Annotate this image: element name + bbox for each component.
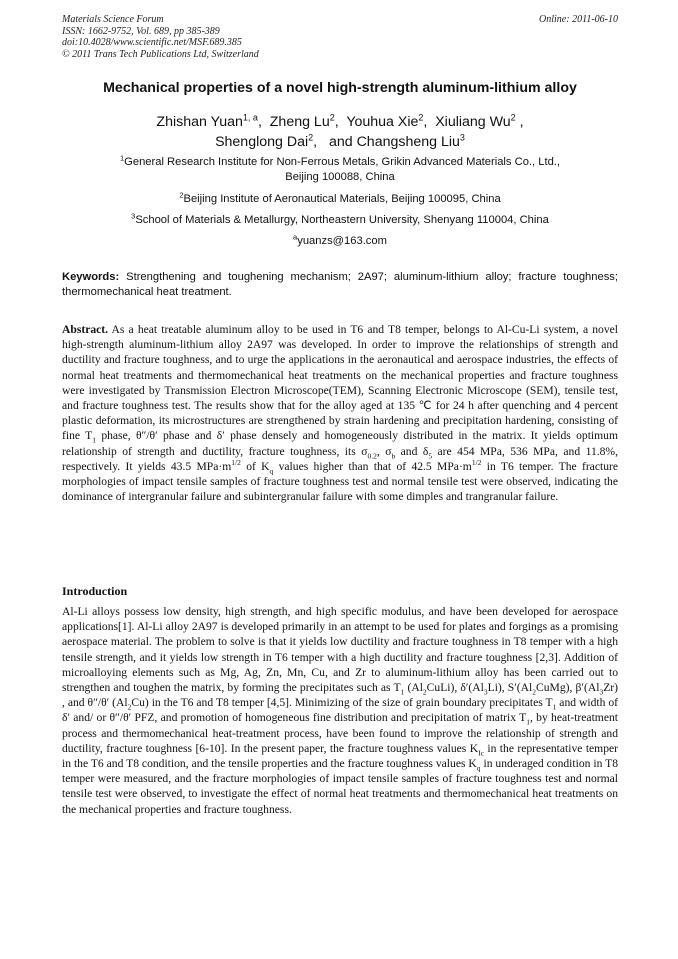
abstract-text: of K xyxy=(240,459,270,473)
author-name: Zhishan Yuan xyxy=(156,114,243,130)
subscript: 1 xyxy=(400,687,405,697)
author-list: Zhishan Yuan$^{1, a}$, Zheng Lu$^2$, Youhua Xie$^2$, Xiuliang Wu$^2$ , Shenglong Dai$^2$, and Changsheng Liu$^3$ xyxy=(156,112,524,150)
abstract-label: Abstract. xyxy=(62,323,109,336)
body-text: in the representative temper in the T6 and T8 condition, and the tensile properties and the fracture toughness values K xyxy=(62,741,619,771)
issn-line: ISSN: 1662-9752, Vol. 689, pp 385-389 xyxy=(62,25,220,37)
body-text: Li), S′(Al xyxy=(487,681,533,695)
author-name: Changsheng Liu xyxy=(356,134,460,150)
subscript: q xyxy=(476,763,481,773)
body-text: in underaged condition in T8 temper were measured, and the fracture morphologies of impact tensile samples of fracture toughness test and normal tensile test were observed, to investigate the effect of normal heat treatments and thermomechanical heat treatments on the mechanical properties and fracture toughness. xyxy=(62,757,618,816)
abstract-text: values higher than that of 42.5 MPa·m xyxy=(273,459,472,473)
subscript: 2 xyxy=(127,702,132,712)
online-date: Online: 2011-06-10 xyxy=(539,14,618,25)
author-superscript: 1, a xyxy=(242,112,258,123)
author-superscript: 3 xyxy=(459,132,465,143)
affiliation-superscript: 3 xyxy=(131,211,136,221)
abstract-text: are 454 MPa, 536 MPa, and 11.8%, respectively. It yields 43.5 MPa·m xyxy=(62,444,618,473)
superscript: 1/2 xyxy=(231,457,241,467)
subscript: 1 xyxy=(552,702,557,712)
corresponding-email xyxy=(62,234,618,249)
body-text: Al-Li alloys possess low density, high strength, and high specific modulus, and have been developed for aerospace applications[1]. Al-Li alloy 2A97 is developed primarily in an attempt to be used for plates and forgings as a promising aerospace material. The problem to solve is that it yields low ductility and fracture toughness in T8 temper with a high tensile strength, and it yields low strength in T6 temper with a high ductility and fracture toughness [2,3]. Addition of microalloying elements such as Mg, Ag, Zn, Mn, Cu, and Zr to aluminum-lithium alloy has been carried out to strengthen and toughen the matrix, by forming the precipitates such as T xyxy=(62,605,618,695)
introduction-block xyxy=(62,604,618,817)
journal-name: Materials Science Forum xyxy=(62,14,164,25)
body-text: Zr) , and θ″/θ′ (Al xyxy=(62,681,618,710)
email-text: yuanzs@163.com xyxy=(297,235,387,247)
journal-header xyxy=(62,14,618,60)
body-text: Cu) in the T6 and T8 temper [4,5]. Minimizing of the size of grain boundary precipitates T xyxy=(131,696,553,710)
abstract-text: in T6 temper. The fracture morphologies of impact tensile samples of fracture toughness test and normal tensile test were observed, indicating the dominance of intergranular failure and subintergranular failure with some dimples and trangranular failure. xyxy=(62,459,618,504)
subscript: 3 xyxy=(599,687,604,697)
affiliation-text: General Research Institute for Non-Ferrous Metals, Grikin Advanced Materials Co., Ltd., xyxy=(124,156,561,168)
author-superscript: 2 xyxy=(418,112,424,123)
body-text: CuLi), δ′(Al xyxy=(426,681,484,695)
author-name: Shenglong Dai xyxy=(215,134,309,150)
affiliation-2 xyxy=(62,192,618,207)
body-text: and width of δ′ and/ or θ″/θ′ PFZ, and promotion of homogeneous fine distribution and precipitation of matrix T xyxy=(62,696,618,725)
affiliation-1 xyxy=(62,155,618,185)
subscript: 2 xyxy=(422,687,427,697)
author-name: Zheng Lu xyxy=(269,114,330,130)
paper-title: Mechanical properties of a novel high-strength aluminum-lithium alloy xyxy=(103,80,577,96)
superscript: 1/2 xyxy=(471,457,482,467)
subscript: b xyxy=(391,450,396,460)
author-name: Xiuliang Wu xyxy=(435,114,511,130)
body-text: (Al xyxy=(404,681,423,695)
section-heading: Introduction xyxy=(62,584,128,598)
body-text: CuMg), β′(Al xyxy=(536,681,600,695)
subscript: 2 xyxy=(532,687,536,697)
abstract-text: As a heat treatable aluminum alloy to be used in T6 and T8 temper, belongs to Al-Cu-Li system, a novel high-strength aluminum-lithium alloy 2A97 was developed. In order to improve the relationships of strength and ductility and fracture toughness, and to urge the applications in the aeronautical and aerospace industries, the effects of normal heat treatments and thermomechanical heat treatments on the mechanical properties and fracture toughness were investigated by Transmission Electron Microscope(TEM), Scanning Electronic Microscope (SEM), tensile test, and fracture toughness test. The results show that for the alloy aged at 135 ℃ for 24 h after quenching and 4 percent plastic deformation, its microstructures are strengthened by strain hardening and precipitation hardening, consisting of fine T xyxy=(62,323,618,443)
subscript: 1 xyxy=(526,717,530,727)
affiliation-3 xyxy=(62,213,618,228)
affiliation-text: Beijing Institute of Aeronautical Materials, Beijing 100095, China xyxy=(183,193,501,205)
email-superscript: a xyxy=(293,232,298,242)
author-superscript: 2 xyxy=(329,112,335,123)
abstract-text: and δ xyxy=(395,444,429,458)
abstract-text: phase, θ″/θ′ phase and δ′ phase densely and homogeneously distributed in the matrix. It yields optimum relationship of strength and ductility, fracture toughness, its σ xyxy=(62,429,618,458)
affiliation-superscript: 1 xyxy=(119,153,125,163)
author-superscript: 2 xyxy=(510,112,516,123)
subscript: 5 xyxy=(428,450,433,460)
abstract-block xyxy=(62,322,618,504)
author-conjunction: and xyxy=(328,134,353,150)
affiliation-text: Beijing 100088, China xyxy=(285,171,395,183)
subscript: 0.2 xyxy=(367,450,377,460)
subscript: 3 xyxy=(483,687,488,697)
doi-line: doi:10.4028/www.scientific.net/MSF.689.385 xyxy=(62,37,242,48)
affiliation-superscript: 2 xyxy=(179,190,184,200)
keywords-block xyxy=(62,270,618,300)
body-text: , by heat-treatment process and thermomechanical heat-treatment process, have been found to improve the relationship of strength and ductility, fracture toughness [6-10]. In the present paper, the fracture toughness values K xyxy=(62,711,618,755)
subscript: q xyxy=(269,466,274,476)
affiliation-text: School of Materials & Metallurgy, Northeastern University, Shenyang 110004, China xyxy=(135,214,549,226)
abstract-text: , σ xyxy=(376,444,392,458)
keywords-label: Keywords: xyxy=(62,271,120,283)
keywords-text: Strengthening and toughening mechanism; 2A97; aluminum-lithium alloy; fracture toughness; thermomechanical heat treatment. xyxy=(62,271,618,298)
copyright-line: © 2011 Trans Tech Publications Ltd, Switzerland xyxy=(62,48,259,60)
author-name: Youhua Xie xyxy=(346,114,419,130)
subscript: Ic xyxy=(478,748,484,758)
author-superscript: 2 xyxy=(308,132,314,143)
subscript: 1 xyxy=(92,435,96,445)
